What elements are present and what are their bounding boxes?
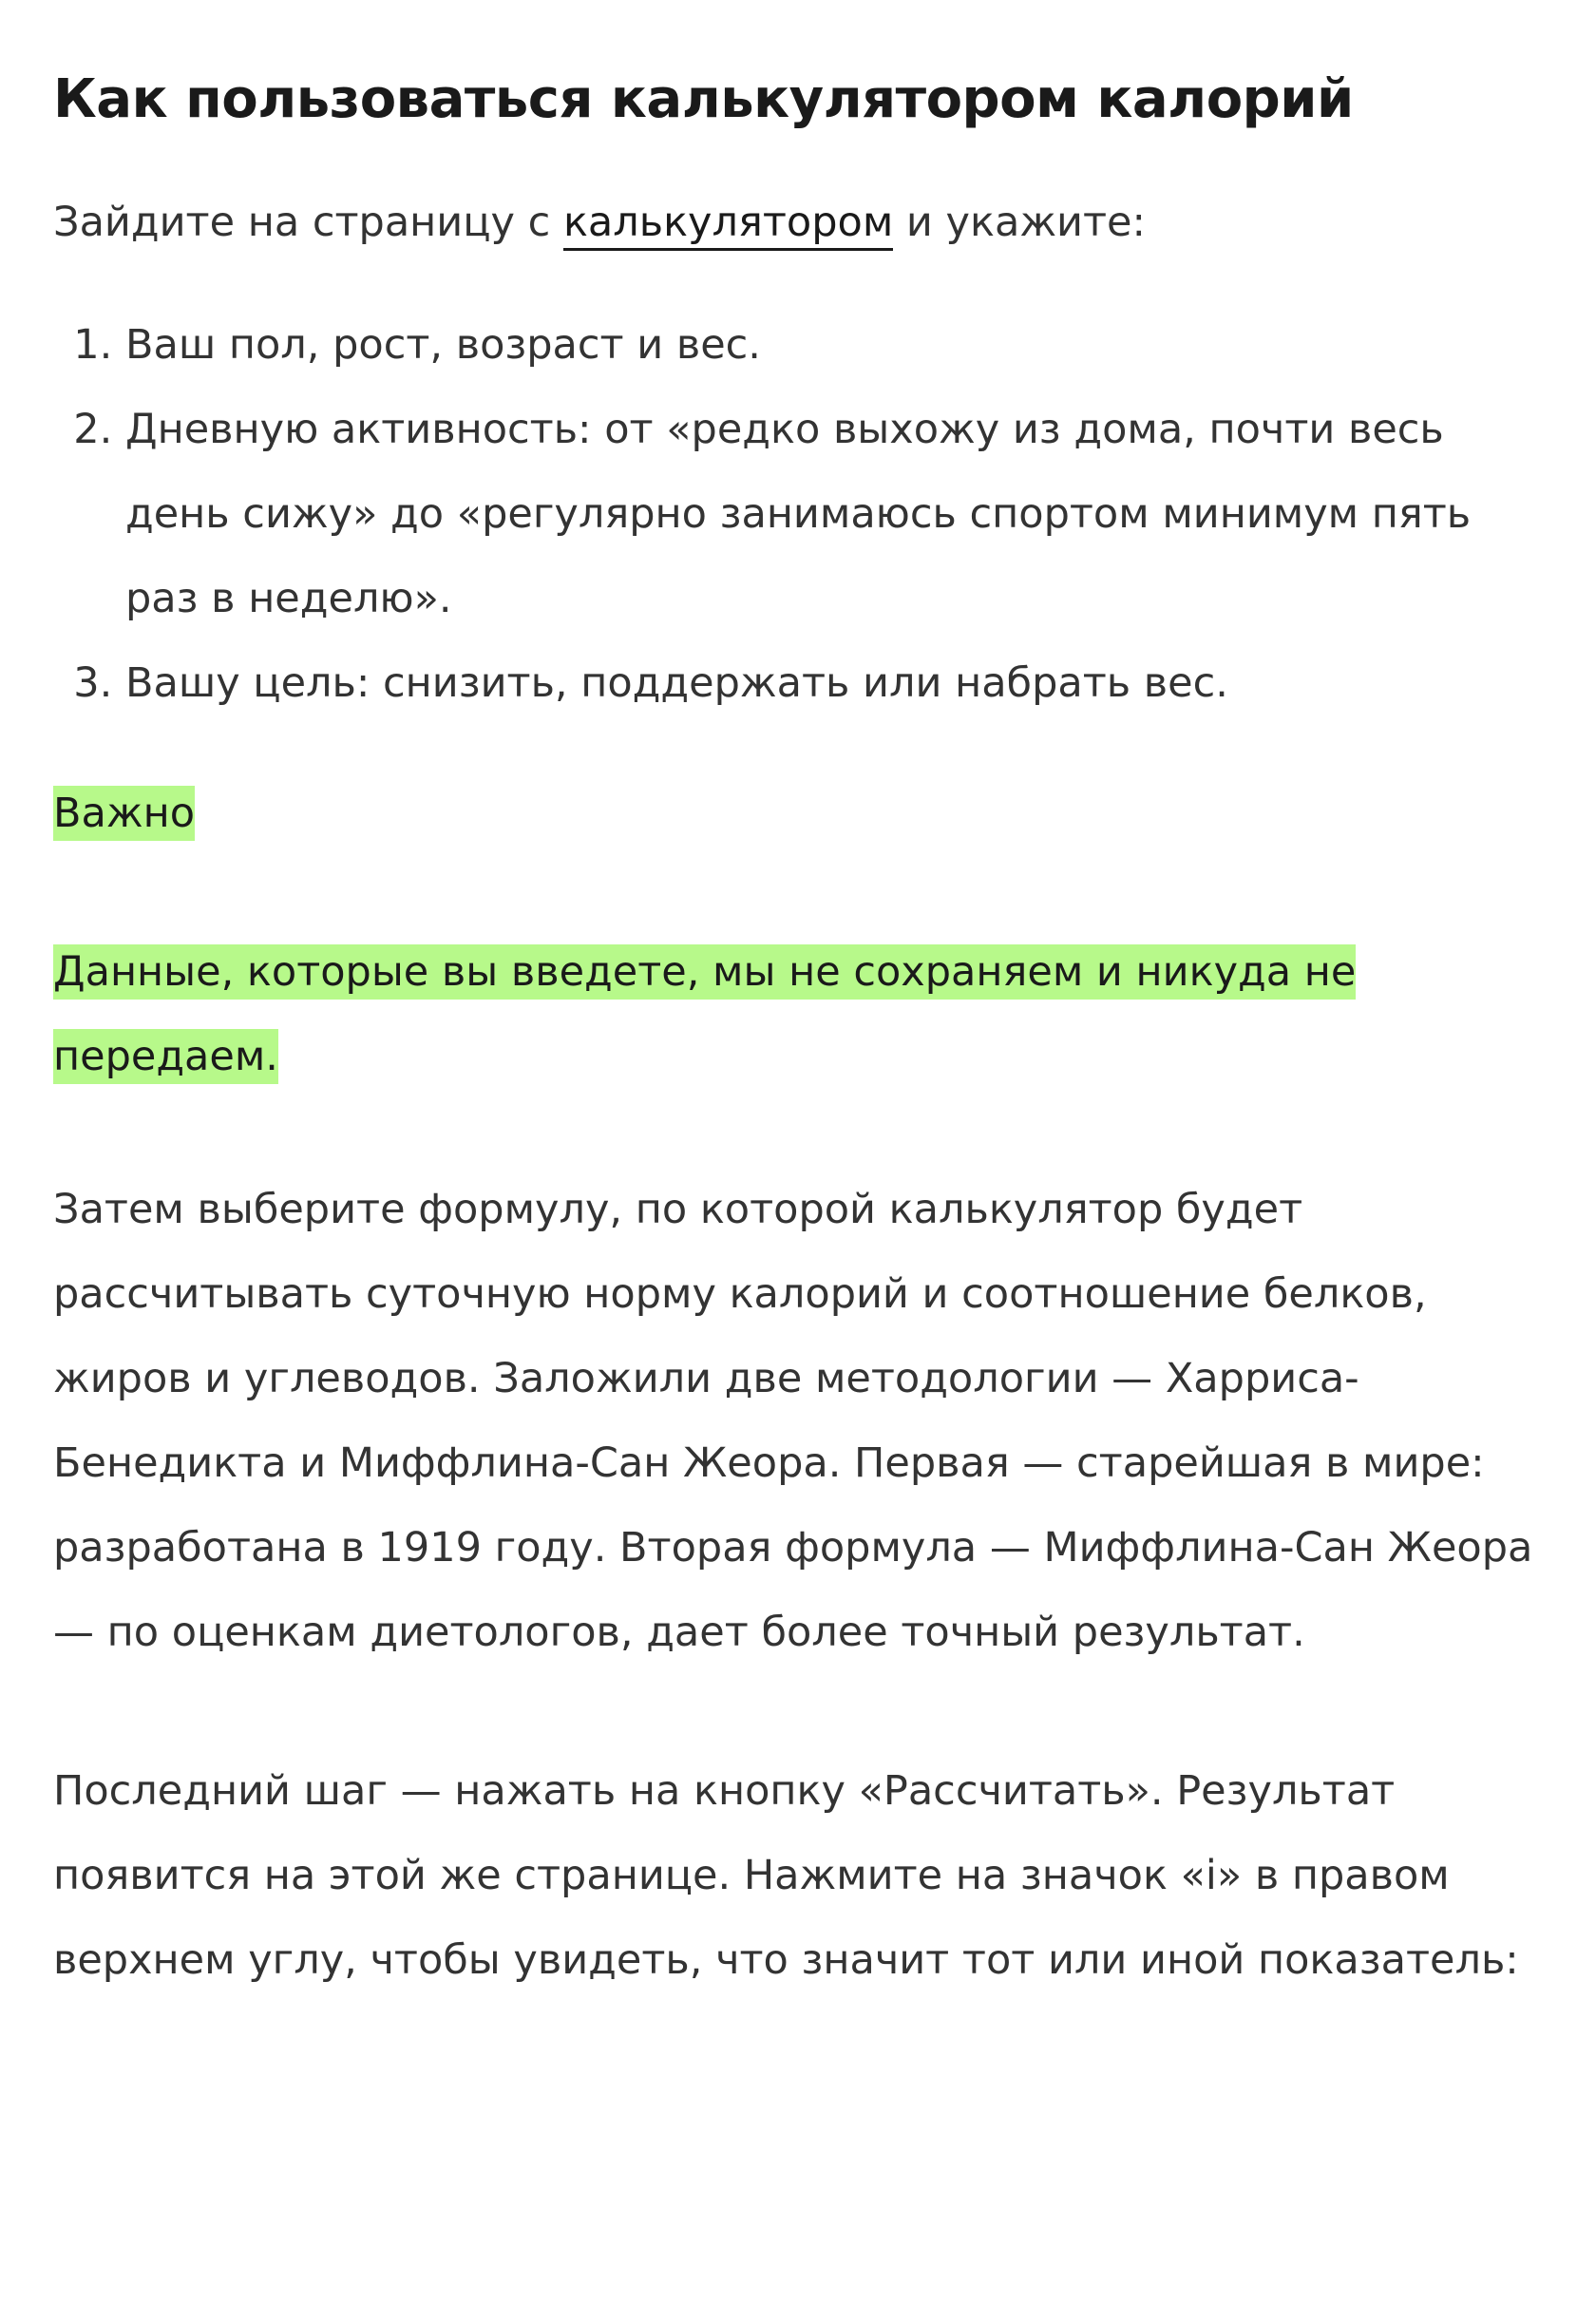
calculator-link[interactable]: калькулятором	[563, 199, 893, 251]
list-item: 1. Ваш пол, рост, возраст и вес.	[125, 303, 1543, 388]
note-label-highlight: Важно	[53, 786, 195, 841]
lead-paragraph	[53, 181, 1543, 265]
list-item: 2. Дневную активность: от «редко выхожу из дома, почти весь день сижу» до «регулярно занимаюсь спортом минимум пять раз в неделю».	[125, 388, 1543, 641]
list-item: 3. Вашу цель: снизить, поддержать или набрать вес.	[125, 641, 1543, 726]
steps-list	[53, 303, 1543, 726]
result-paragraph: Последний шаг — нажать на кнопку «Рассчитать». Результат появится на этой же странице. Нажмите на значок «i» в правом верхнем углу, чтобы увидеть, что значит тот или иной показатель:	[53, 1767, 1519, 1984]
article-heading: Как пользоваться калькулятором калорий	[53, 68, 1354, 130]
lead-text-after: и укажите:	[893, 199, 1146, 246]
note-text	[53, 930, 1478, 1099]
lead-text-before: Зайдите на страницу с	[53, 199, 563, 246]
note-text-highlight: Данные, которые вы введете, мы не сохраняем и никуда не передаем.	[53, 944, 1356, 1084]
note-label	[53, 772, 1543, 856]
formula-paragraph: Затем выберите формулу, по которой калькулятор будет рассчитывать суточную норму калорий и соотношение белков, жиров и углеводов. Заложили две методологии — Харриса-Бенедикта и Миффлина-Сан Жеора. Первая — старейшая в мире: разработана в 1919 году. Вторая формула — Миффлина-Сан Жеора — по оценкам диетологов, дает более точный результат.	[53, 1186, 1533, 1656]
